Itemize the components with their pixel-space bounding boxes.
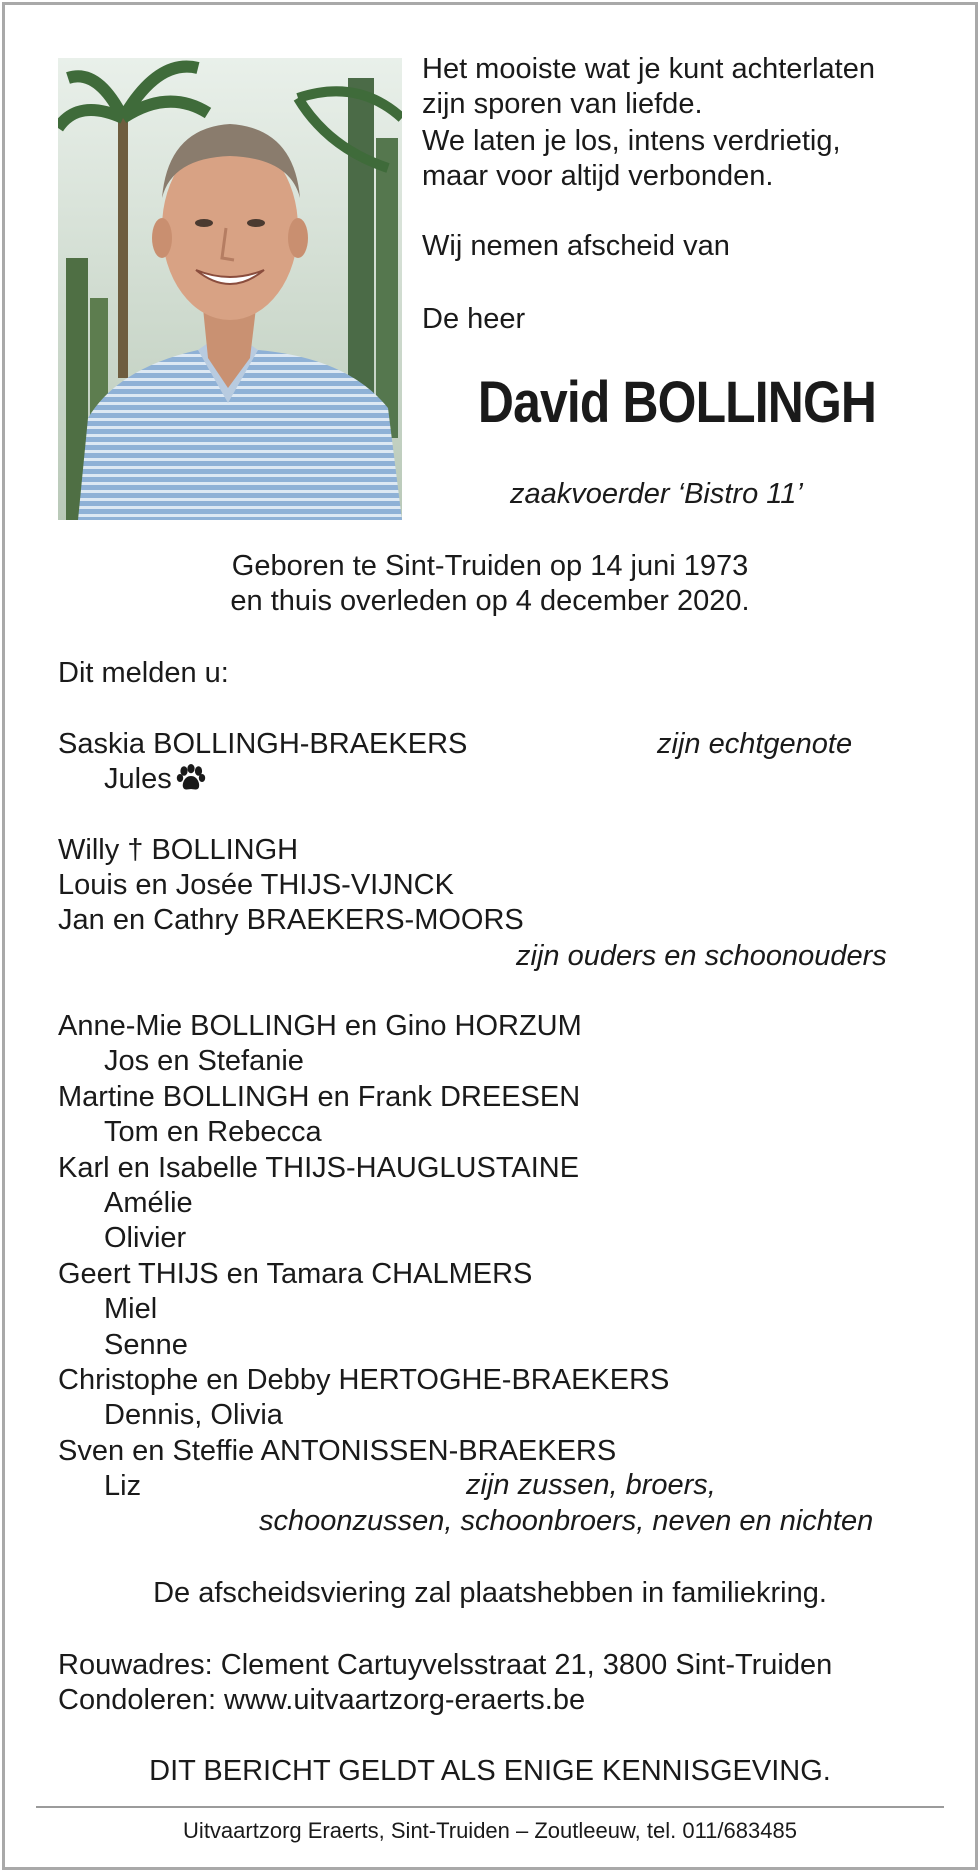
intro-text: Wij nemen afscheid van <box>422 230 730 262</box>
sibling-name: Christophe en Debby HERTOGHE-BRAEKERS <box>58 1364 670 1396</box>
spouse-relation: zijn echtgenote <box>657 728 853 760</box>
child-name: Dennis, Olivia <box>104 1399 283 1431</box>
condolences-line: Condoleren: www.uitvaartzorg-eraerts.be <box>58 1684 586 1716</box>
siblings-relation-line1: zijn zussen, broers, <box>466 1469 716 1501</box>
parent-name: Willy † BOLLINGH <box>58 834 299 866</box>
footer-text: Uitvaartzorg Eraerts, Sint-Truiden – Zoutleeuw, tel. 011/683485 <box>183 1818 797 1843</box>
sibling-name: Karl en Isabelle THIJS-HAUGLUSTAINE <box>58 1152 580 1184</box>
child-name: Miel <box>104 1293 158 1325</box>
announcers-intro: Dit melden u: <box>58 657 229 689</box>
portrait-photo <box>58 58 402 520</box>
verse-line: Het mooiste wat je kunt achterlaten <box>422 53 875 85</box>
spouse-name: Saskia BOLLINGH-BRAEKERS <box>58 728 468 760</box>
verse-line: maar voor altijd verbonden. <box>422 160 774 192</box>
sibling-name: Martine BOLLINGH en Frank DREESEN <box>58 1081 581 1113</box>
sibling-name: Sven en Steffie ANTONISSEN-BRAEKERS <box>58 1435 617 1467</box>
address-line: Rouwadres: Clement Cartuyvelsstraat 21, 3800 Sint-Truiden <box>58 1649 833 1681</box>
paw-icon <box>176 764 206 792</box>
deceased-name: David BOLLINGH <box>477 370 877 435</box>
death-line: en thuis overleden op 4 december 2020. <box>230 585 750 617</box>
child-name: Senne <box>104 1329 188 1361</box>
child-name: Liz <box>104 1470 142 1502</box>
sibling-name: Geert THIJS en Tamara CHALMERS <box>58 1258 533 1290</box>
parents-relation: zijn ouders en schoonouders <box>516 940 887 972</box>
pet-name: Jules <box>104 763 172 795</box>
parent-name: Louis en Josée THIJS-VIJNCK <box>58 869 454 901</box>
siblings-relation-line2: schoonzussen, schoonbroers, neven en nichten <box>259 1505 874 1537</box>
child-name: Jos en Stefanie <box>104 1045 304 1077</box>
child-name: Tom en Rebecca <box>104 1116 322 1148</box>
birth-line: Geboren te Sint-Truiden op 14 juni 1973 <box>231 550 749 582</box>
sibling-name: Anne-Mie BOLLINGH en Gino HORZUM <box>58 1010 582 1042</box>
occupation: zaakvoerder ‘Bistro 11’ <box>510 478 803 510</box>
pet-line <box>104 762 206 797</box>
footer-divider <box>36 1806 944 1808</box>
parent-name: Jan en Cathry BRAEKERS-MOORS <box>58 904 524 936</box>
verse-line: We laten je los, intens verdrietig, <box>422 125 841 157</box>
child-name: Amélie <box>104 1187 193 1219</box>
child-name: Olivier <box>104 1222 187 1254</box>
verse-line: zijn sporen van liefde. <box>422 88 703 120</box>
salutation: De heer <box>422 303 526 335</box>
ceremony-text: De afscheidsviering zal plaatshebben in familiekring. <box>153 1577 827 1609</box>
notice-text: DIT BERICHT GELDT ALS ENIGE KENNISGEVING. <box>149 1755 831 1787</box>
